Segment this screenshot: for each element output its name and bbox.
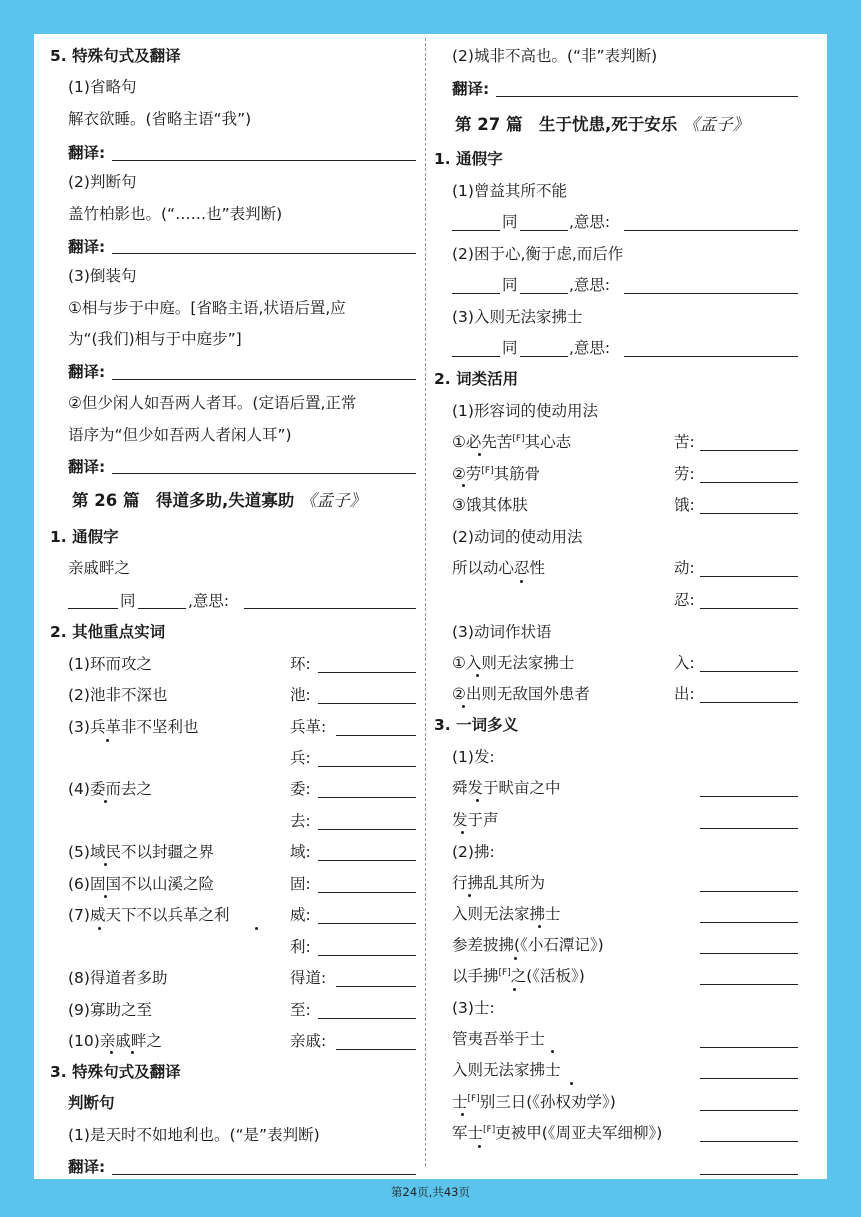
sub-heading: (2)拂:	[452, 843, 495, 861]
blank-line[interactable]	[452, 293, 500, 294]
answer-line[interactable]	[318, 672, 416, 673]
answer-line[interactable]	[336, 1049, 416, 1050]
answer-line[interactable]	[244, 608, 416, 609]
emphasis-dot	[462, 705, 465, 708]
sentence-text: 吏被甲(《周亚夫军细柳》)	[495, 1124, 663, 1142]
page-footer: 第24页,共43页	[391, 1185, 470, 1199]
sub-heading: (3)动词作状语	[452, 623, 552, 641]
sub-heading: (1)发:	[452, 748, 495, 766]
sentence-text: 别三日(《孙权劝学》)	[479, 1093, 616, 1111]
answer-line[interactable]	[318, 703, 416, 704]
example-sentence	[452, 496, 528, 514]
article-title: 第 26 篇 得道多助,失道寡助 《孟子》	[72, 491, 366, 510]
example-sentence	[452, 1030, 545, 1048]
word-label: 动:	[674, 559, 695, 577]
sentence-text: 之(《活板》)	[510, 967, 585, 985]
answer-line[interactable]	[318, 860, 416, 861]
emphasis-dot	[478, 453, 481, 456]
answer-line[interactable]	[318, 797, 416, 798]
answer-line[interactable]	[700, 953, 798, 954]
word-label: 委:	[290, 780, 311, 798]
word-label: 威:	[290, 906, 311, 924]
annotation-mark: [F]	[467, 1093, 480, 1104]
emphasis-dot	[106, 739, 109, 742]
answer-line[interactable]	[700, 1141, 798, 1142]
sentence-text: 士	[452, 1093, 468, 1111]
example-sentence	[452, 1093, 616, 1111]
blank-line[interactable]	[520, 230, 568, 231]
emphasis-dot	[104, 863, 107, 866]
sentence-text: ①必先苦	[452, 433, 513, 451]
answer-line[interactable]	[700, 450, 798, 451]
example-sentence	[452, 905, 561, 923]
translate-label: 翻译:	[68, 144, 106, 162]
answer-line[interactable]	[700, 1078, 798, 1079]
word-sentence: (2)池非不深也	[68, 686, 168, 704]
emphasis-dot	[570, 1082, 573, 1085]
meaning-label: ,意思:	[569, 276, 611, 294]
answer-line[interactable]	[700, 702, 798, 703]
emphasis-dot	[478, 1145, 481, 1148]
column-divider	[425, 38, 426, 1166]
blank-line[interactable]	[520, 356, 568, 357]
sub-heading: 判断句	[68, 1094, 115, 1112]
word-label: 去:	[290, 812, 311, 830]
translate-label: 翻译:	[68, 363, 106, 381]
sentence-text: ③饿其体肤	[452, 496, 528, 514]
answer-line[interactable]	[700, 671, 798, 672]
article-source: 《孟子》	[682, 115, 749, 134]
article-title: 第 27 篇 生于忧患,死于安乐 《孟子》	[455, 115, 749, 134]
annotation-mark: [F]	[483, 1124, 496, 1135]
sub-heading: (1)形容词的使动用法	[452, 402, 598, 420]
translate-label: 翻译:	[68, 458, 106, 476]
meaning-label: ,意思:	[569, 339, 611, 357]
annotation-mark: [F]	[512, 433, 525, 444]
answer-line[interactable]	[112, 160, 416, 161]
word-label: 入:	[674, 654, 695, 672]
example-sentence: 亲戚畔之	[68, 559, 131, 577]
example-sentence: 解衣欲睡。(省略主语“我”)	[68, 110, 252, 128]
blank-line[interactable]	[452, 356, 500, 357]
answer-line[interactable]	[700, 796, 798, 797]
answer-line[interactable]	[112, 473, 416, 474]
word-label: 出:	[674, 685, 695, 703]
sentence-text: 参差披拂(	[452, 936, 521, 954]
example-sentence: 发于声	[452, 811, 499, 829]
emphasis-dot	[462, 484, 465, 487]
example-sentence: (3)入则无法家拂士	[452, 308, 583, 326]
example-sentence	[452, 465, 540, 483]
word-sentence: (10)亲戚畔之	[68, 1032, 162, 1050]
answer-line[interactable]	[700, 482, 798, 483]
answer-line[interactable]	[318, 955, 416, 956]
example-sentence: 盖竹柏影也。(“……也”表判断)	[68, 205, 283, 223]
section-heading: 3. 一词多义	[434, 716, 519, 734]
example-sentence: ②出则无敌国外患者	[452, 685, 590, 703]
answer-line[interactable]	[700, 513, 798, 514]
word-label: 域:	[290, 843, 311, 861]
section-heading: 3. 特殊句式及翻译	[50, 1063, 181, 1081]
tong-label: 同	[502, 339, 518, 357]
sentence-text: 《小石潭记》)	[520, 936, 604, 954]
translate-label: 翻译:	[452, 80, 490, 98]
answer-line[interactable]	[700, 984, 798, 985]
annotation-mark: [F]	[481, 465, 494, 476]
example-sentence: (1)是天时不如地利也。(“是”表判断)	[68, 1126, 320, 1144]
section-heading: 2. 其他重点实词	[50, 623, 166, 641]
word-label: 忍:	[674, 591, 695, 609]
answer-line[interactable]	[318, 829, 416, 830]
emphasis-dot	[476, 799, 479, 802]
word-sentence: (6)固国不以山溪之险	[68, 875, 214, 893]
section-heading: 5. 特殊句式及翻译	[50, 47, 181, 65]
answer-line[interactable]	[112, 379, 416, 380]
sentence-text: 行拂乱其所为	[452, 874, 546, 892]
sentence-text: 入则无法家拂士	[452, 1061, 561, 1079]
example-sentence: 语序为“但少如吾两人者闲人耳”)	[68, 426, 292, 444]
sentence-text: 入则无法家拂士	[452, 905, 561, 923]
emphasis-dot	[104, 895, 107, 898]
answer-line[interactable]	[700, 608, 798, 609]
word-label: 兵革:	[290, 718, 327, 736]
answer-line[interactable]	[336, 735, 416, 736]
example-sentence	[452, 874, 545, 892]
article-source: 《孟子》	[299, 491, 366, 510]
emphasis-dot	[538, 925, 541, 928]
example-sentence	[452, 936, 604, 954]
word-sentence: (8)得道者多助	[68, 969, 168, 987]
example-sentence: 所以动心忍性	[452, 559, 546, 577]
example-sentence: (1)曾益其所不能	[452, 182, 567, 200]
word-sentence: (5)域民不以封疆之界	[68, 843, 214, 861]
answer-line[interactable]	[496, 96, 798, 97]
answer-line[interactable]	[112, 253, 416, 254]
answer-line[interactable]	[318, 766, 416, 767]
emphasis-dot	[461, 831, 464, 834]
word-label: 环:	[290, 655, 311, 673]
emphasis-dot	[461, 1113, 464, 1116]
example-sentence	[452, 433, 571, 451]
emphasis-dot	[104, 800, 107, 803]
answer-line[interactable]	[700, 1174, 798, 1175]
answer-line[interactable]	[700, 576, 798, 577]
blank-line[interactable]	[520, 293, 568, 294]
emphasis-dot	[476, 674, 479, 677]
sentence-text: 军士	[452, 1124, 484, 1142]
example-sentence: ①入则无法家拂士	[452, 654, 575, 672]
annotation-mark: [F]	[498, 967, 511, 978]
word-label: 固:	[290, 875, 311, 893]
answer-line[interactable]	[700, 1110, 798, 1111]
blank-line[interactable]	[68, 608, 118, 609]
example-sentence: ①相与步于中庭。[省略主语,状语后置,应	[68, 299, 346, 317]
word-label: 苦:	[674, 433, 695, 451]
answer-line[interactable]	[112, 1174, 416, 1175]
sentence-text: 其心志	[524, 433, 572, 451]
example-sentence: 舜发于畎亩之中	[452, 779, 561, 797]
word-label: 兵:	[290, 749, 311, 767]
translate-label: 翻译:	[68, 238, 106, 256]
sentence-text: ②劳	[452, 465, 482, 483]
answer-line[interactable]	[700, 1047, 798, 1048]
answer-line[interactable]	[318, 892, 416, 893]
answer-line[interactable]	[624, 230, 798, 231]
answer-line[interactable]	[700, 922, 798, 923]
answer-line[interactable]	[700, 828, 798, 829]
emphasis-dot	[520, 580, 523, 583]
section-heading: 1. 通假字	[50, 528, 119, 546]
word-sentence: (9)寡助之至	[68, 1001, 152, 1019]
emphasis-dot	[131, 1051, 134, 1054]
example-sentence	[452, 967, 585, 985]
answer-line[interactable]	[336, 986, 416, 987]
tong-label: 同	[502, 213, 518, 231]
word-sentence: (4)委而去之	[68, 780, 152, 798]
emphasis-dot	[513, 988, 516, 991]
emphasis-dot	[255, 927, 258, 930]
emphasis-dot	[98, 927, 101, 930]
word-label: 劳:	[674, 465, 695, 483]
word-sentence: (1)环而攻之	[68, 655, 152, 673]
sentence-text: 其筋骨	[493, 465, 541, 483]
word-label: 利:	[290, 938, 311, 956]
sub-heading: (2)判断句	[68, 173, 137, 191]
tong-label: 同	[120, 592, 136, 610]
word-label: 至:	[290, 1001, 311, 1019]
answer-line[interactable]	[624, 356, 798, 357]
meaning-label: ,意思:	[569, 213, 611, 231]
meaning-label: ,意思:	[188, 592, 230, 610]
blank-line[interactable]	[452, 230, 500, 231]
section-heading: 1. 通假字	[434, 150, 503, 168]
answer-line[interactable]	[318, 923, 416, 924]
example-sentence	[452, 1061, 561, 1079]
sentence-text: 管夷吾举于士	[452, 1030, 546, 1048]
emphasis-dot	[514, 957, 517, 960]
sub-heading: (3)倒装句	[68, 267, 137, 285]
emphasis-dot	[110, 1051, 113, 1054]
sub-heading: (2)动词的使动用法	[452, 528, 583, 546]
answer-line[interactable]	[318, 1018, 416, 1019]
word-label: 得道:	[290, 969, 327, 987]
tong-label: 同	[502, 276, 518, 294]
word-label: 池:	[290, 686, 311, 704]
example-sentence	[452, 1124, 662, 1142]
example-sentence: 为“(我们)相与于中庭步”]	[68, 330, 242, 348]
section-heading: 2. 词类活用	[434, 370, 519, 388]
answer-line[interactable]	[700, 891, 798, 892]
example-sentence: ②但少闲人如吾两人者耳。(定语后置,正常	[68, 394, 357, 412]
answer-line[interactable]	[624, 293, 798, 294]
word-label: 饿:	[674, 496, 695, 514]
sub-heading: (3)士:	[452, 999, 495, 1017]
emphasis-dot	[551, 1050, 554, 1053]
word-sentence: (3)兵革非不坚利也	[68, 718, 199, 736]
translate-label: 翻译:	[68, 1158, 106, 1176]
sub-heading: (1)省略句	[68, 78, 137, 96]
example-sentence: (2)困于心,衡于虑,而后作	[452, 245, 624, 263]
word-label: 亲戚:	[290, 1032, 327, 1050]
emphasis-dot	[468, 894, 471, 897]
word-sentence: (7)威天下不以兵革之利	[68, 906, 230, 924]
example-sentence: (2)城非不高也。(“非”表判断)	[452, 47, 658, 65]
blank-line[interactable]	[138, 608, 186, 609]
sentence-text: 以手拂	[452, 967, 499, 985]
